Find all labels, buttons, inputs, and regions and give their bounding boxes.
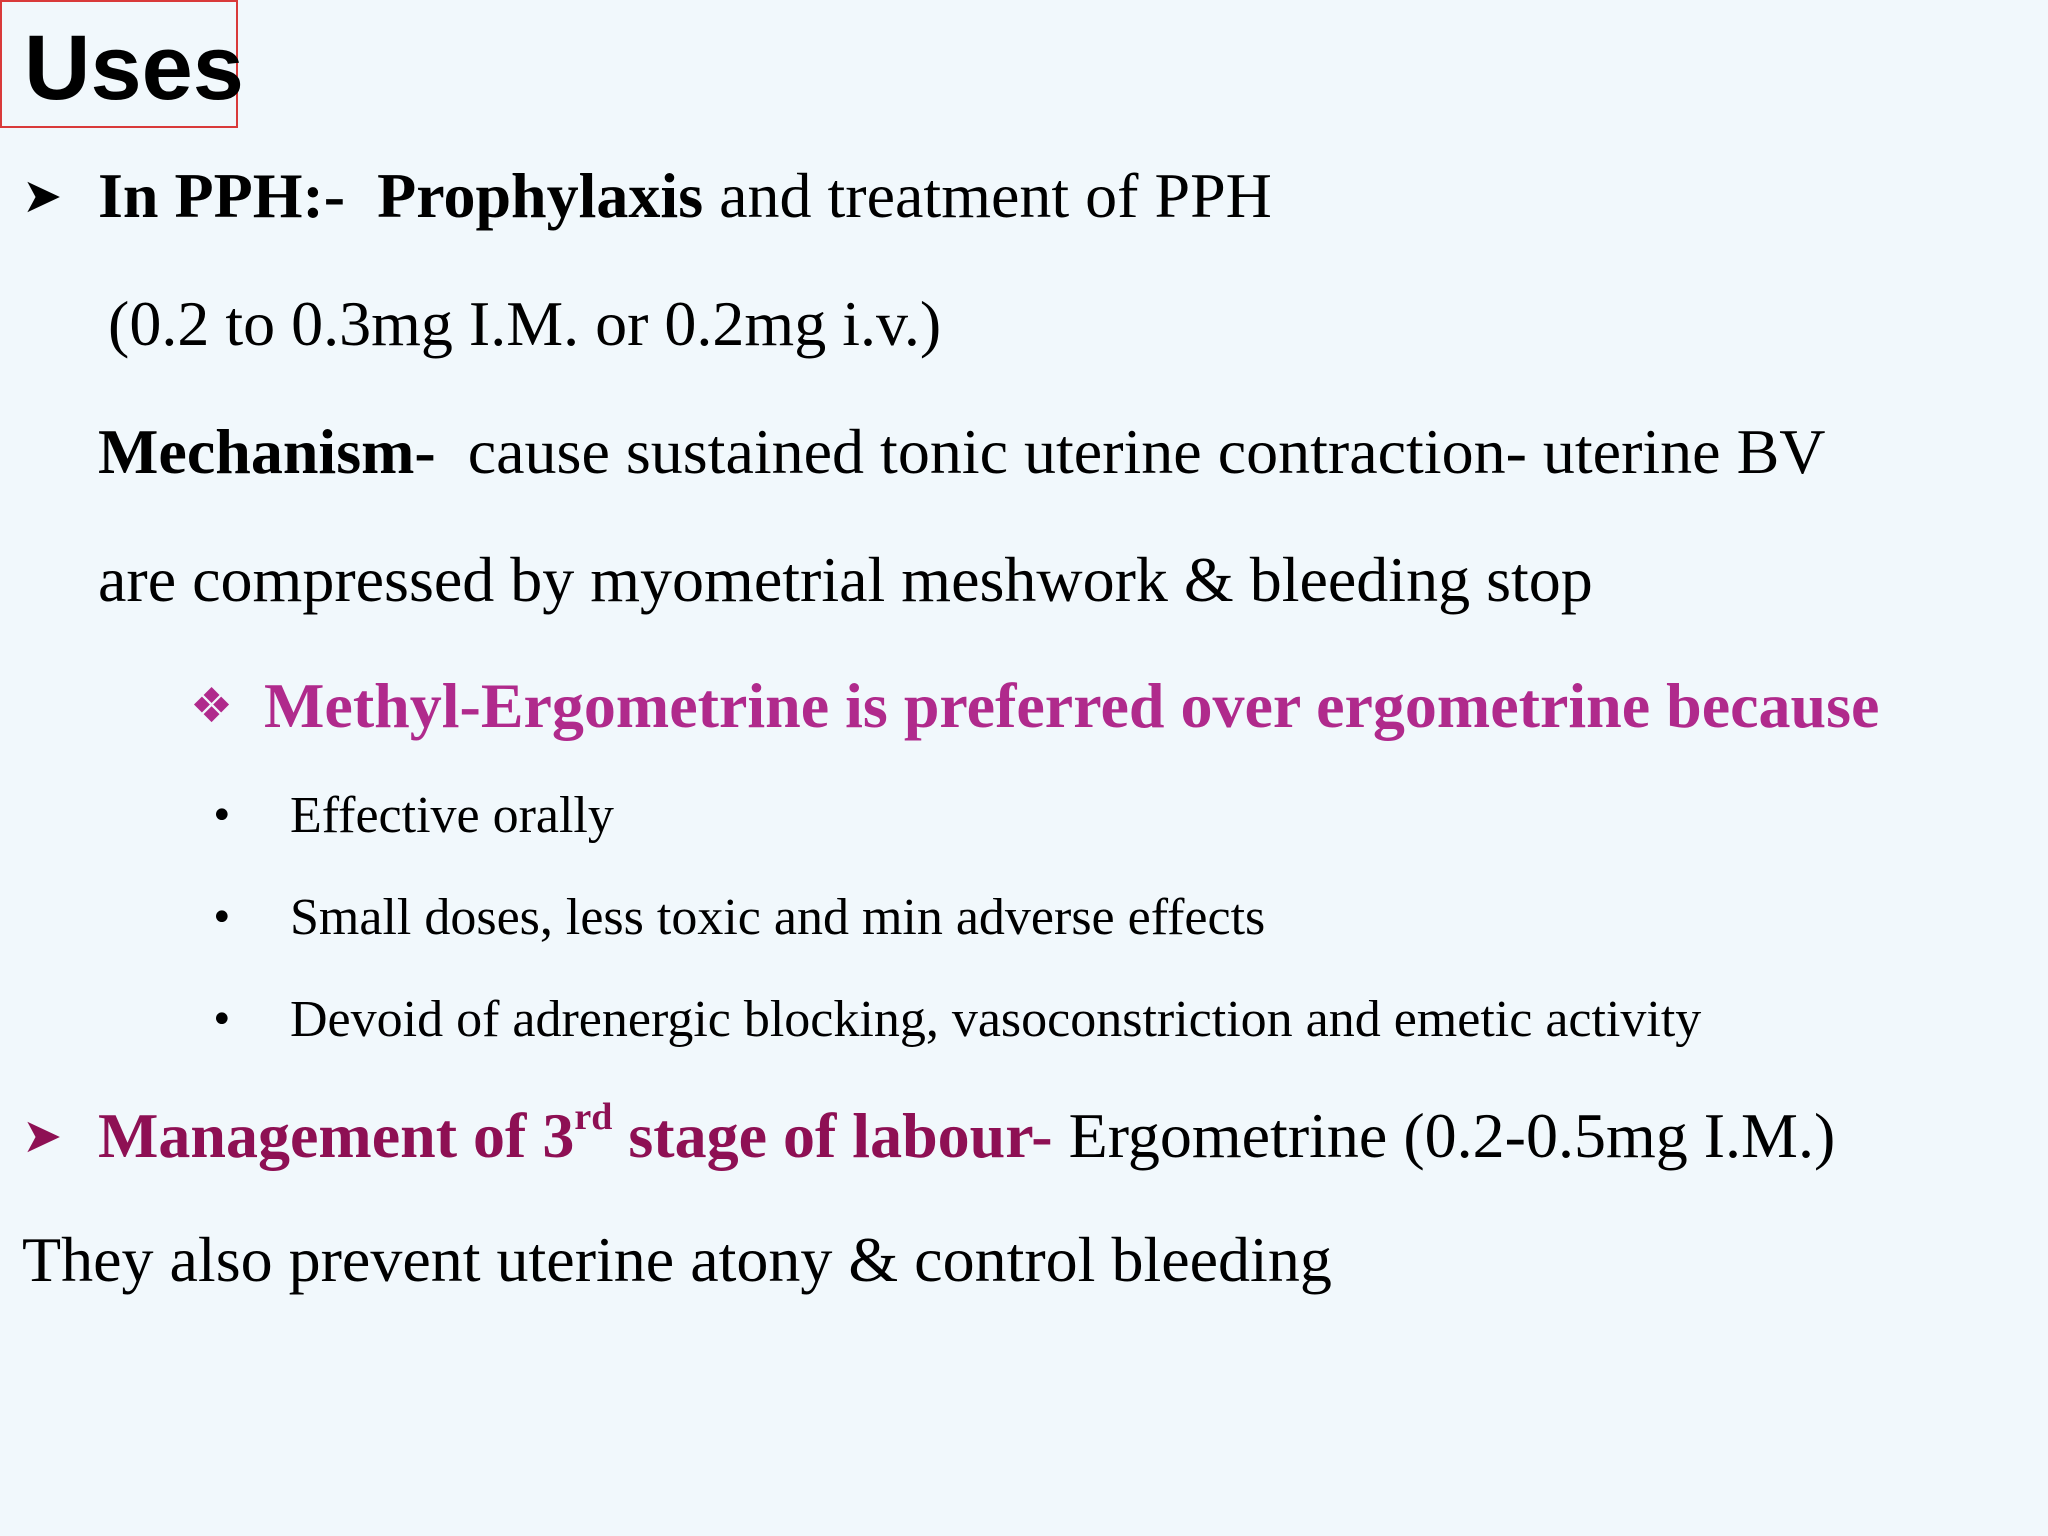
pph-prophylaxis: Prophylaxis [377,160,704,231]
four-diamond-bullet-icon: ❖ [190,678,234,734]
pph-label: In PPH:- [98,160,346,231]
mechanism-line-2: are compressed by myometrial meshwork & bleeding stop [98,544,1593,615]
preferred-heading: Methyl-Ergometrine is preferred over ergometrine because [264,670,1880,741]
mechanism-line-1 [98,412,1825,492]
labour-label-pre: Management of 3 [98,1100,575,1171]
preferred-bullet-1: Effective orally [290,787,614,844]
pph-dose: (0.2 to 0.3mg I.M. or 0.2mg i.v.) [108,288,942,359]
arrowhead-bullet-icon: ➤ [22,168,63,224]
labour-label-sup: rd [574,1096,613,1138]
labour-rest: Ergometrine (0.2-0.5mg I.M.) [1068,1100,1836,1171]
round-dot-bullet-icon: • [210,895,234,941]
slide-title: Uses [24,17,244,119]
labour-line [98,1096,1835,1176]
title-box [0,0,244,128]
round-dot-bullet-icon: • [210,793,234,839]
preferred-bullet-3: Devoid of adrenergic blocking, vasoconstriction and emetic activity [290,991,1702,1048]
arrowhead-bullet-icon: ➤ [22,1108,63,1164]
footer-statement: They also prevent uterine atony & control bleeding [22,1224,1332,1295]
preferred-bullet-2: Small doses, less toxic and min adverse effects [290,889,1266,946]
mechanism-label: Mechanism- [98,416,436,487]
pph-rest: and treatment of PPH [719,160,1272,231]
labour-label-post: stage of labour- [628,1100,1053,1171]
pph-line [98,156,1272,236]
round-dot-bullet-icon: • [210,997,234,1043]
mechanism-text-1: cause sustained tonic uterine contraction- uterine BV [467,416,1826,487]
